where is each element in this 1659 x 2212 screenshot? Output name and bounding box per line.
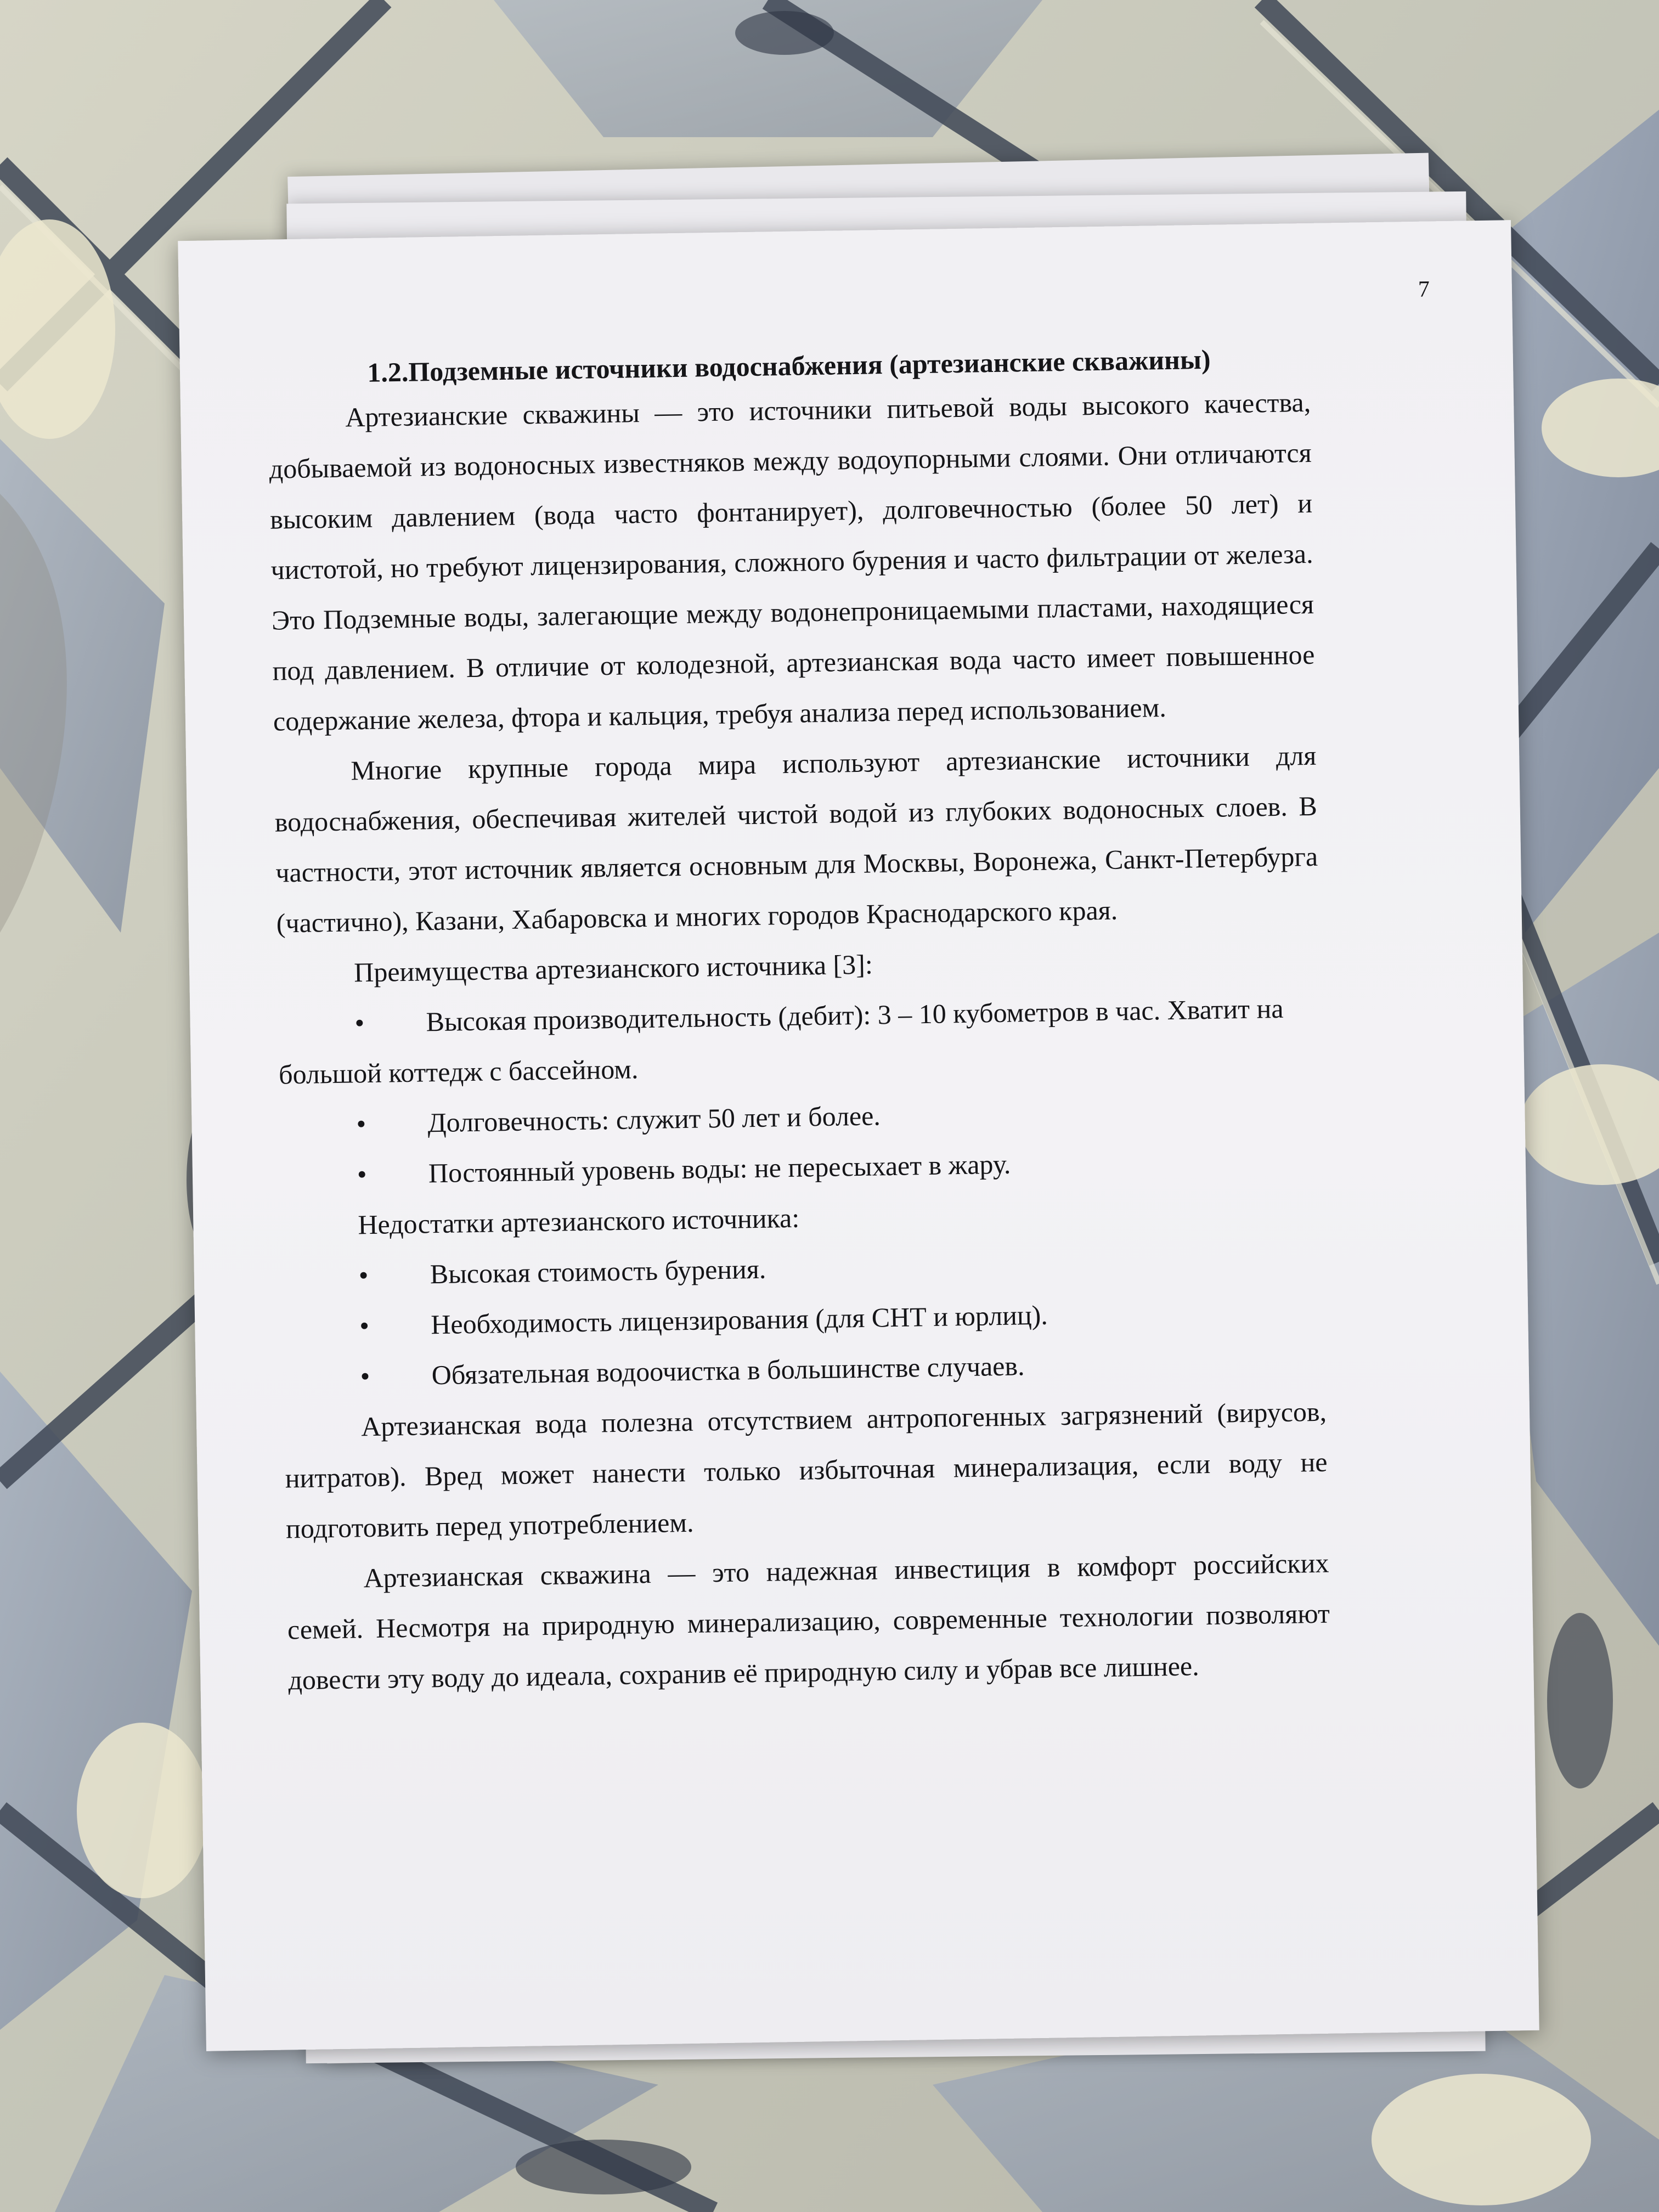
list-item-text: Долговечность: служит 50 лет и более. — [427, 1100, 881, 1138]
page-body — [268, 338, 1331, 1706]
list-item-text: Постоянный уровень воды: не пересыхает в жару. — [428, 1148, 1011, 1189]
bullet-icon: • — [354, 1007, 365, 1039]
list-item-text: Высокая стоимость бурения. — [430, 1253, 766, 1290]
list-item-text: Обязательная водоочистка в большинстве случаев. — [431, 1350, 1025, 1391]
section-heading: 1.2.Подземные источники водоснабжения (артезианские скважины) — [366, 343, 1211, 388]
bullet-icon: • — [360, 1361, 370, 1392]
bullet-icon: • — [357, 1159, 367, 1190]
paragraph: Артезианская вода полезна отсутствием антропогенных загрязнений (вирусов, нитратов). Вред может нанести только избыточная минерализация, если воду не подготовить перед употреблением. — [285, 1396, 1328, 1544]
page-number: 7 — [1418, 276, 1430, 302]
bullet-icon: • — [358, 1260, 369, 1291]
paragraph: Артезианская скважина — это надежная инвестиция в комфорт российских семей. Несмотря на природную минерализацию, современные технологии позволяют довести эту воду до идеала, сохранив её природную силу и убрав все лишнее. — [287, 1547, 1330, 1696]
list-item-text: Высокая производительность (дебит): 3 – 10 кубометров в час. Хватит на большой коттедж с бассейном. — [278, 992, 1284, 1090]
list-item — [278, 983, 1322, 1100]
disadvantages-heading: Недостатки артезианского источника: — [357, 1202, 800, 1240]
document-page — [178, 220, 1539, 2051]
advantages-heading: Преимущества артезианского источника [3]: — [353, 949, 873, 988]
bullet-icon: • — [356, 1108, 366, 1139]
paragraph: Многие крупные города мира используют артезианские источники для водоснабжения, обеспечивая жителей чистой водой из глубоких водоносных слоев. В частности, этот источник является основным для Москвы, Воронежа, Санкт-Петербурга (частично), Казани, Хабаровска и многих городов Краснодарского края. — [274, 740, 1318, 939]
list-item-text: Необходимость лицензирования (для СНТ и юрлиц). — [430, 1299, 1048, 1340]
bullet-icon: • — [359, 1310, 370, 1341]
paragraph: Артезианские скважины — это источники питьевой воды высокого качества, добываемой из водоносных известняков между водоупорными слоями. Они отличаются высоким давлением (вода часто фонтанирует), долговечностью (более 50 лет) и чистотой, но требуют лицензирования, сложного бурения и часто фильтрации от железа. Это Подземные воды, залегающие между водонепроницаемыми пластами, находящиеся под давлением. В отличие от колодезной, артезианская вода часто имеет повышенное содержание железа, фтора и кальция, требуя анализа перед использованием. — [269, 386, 1315, 737]
